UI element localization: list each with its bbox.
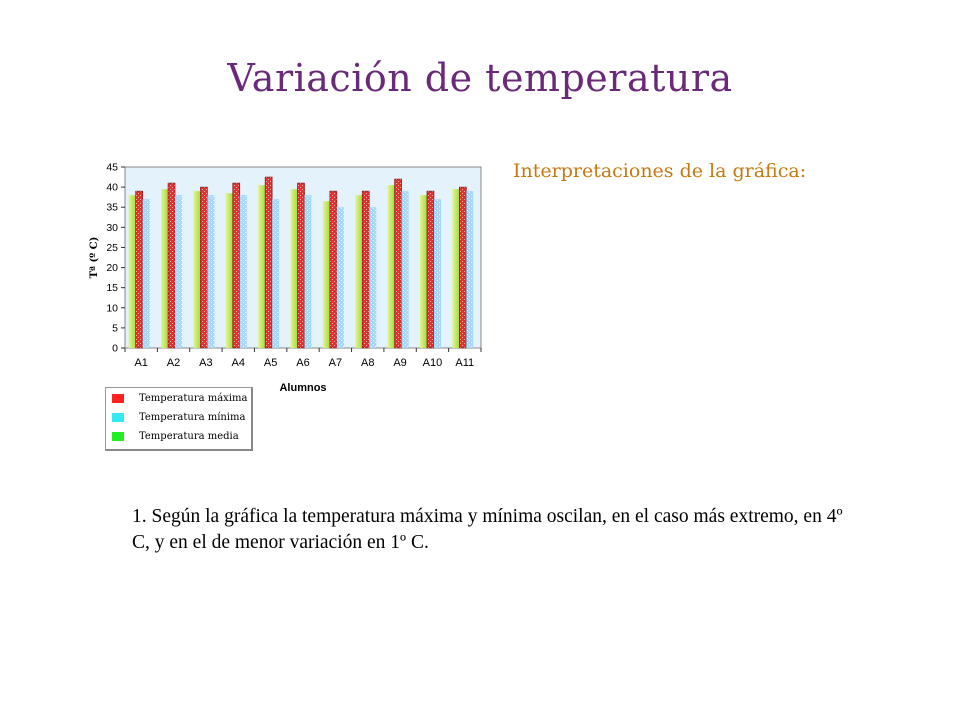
bar-min-A5 xyxy=(272,199,279,348)
chart-legend xyxy=(105,387,253,451)
y-tick-label: 15 xyxy=(106,282,118,295)
bar-mean-A8 xyxy=(355,195,362,348)
y-tick-label: 30 xyxy=(106,221,118,234)
legend-item-mean xyxy=(112,429,239,444)
x-tick-label-A1: A1 xyxy=(134,357,148,369)
x-tick-label-A4: A4 xyxy=(231,357,246,369)
y-tick-label: 20 xyxy=(106,262,118,275)
y-tick-label: 10 xyxy=(106,302,118,315)
bar-max-A4 xyxy=(233,183,240,348)
bar-max-A6 xyxy=(298,183,305,348)
bar-min-A1 xyxy=(143,199,150,348)
bar-mean-A7 xyxy=(323,201,330,348)
bar-min-A2 xyxy=(175,195,182,348)
bar-min-A3 xyxy=(207,195,214,348)
bar-max-A3 xyxy=(200,187,207,348)
x-tick-label-A8: A8 xyxy=(360,357,375,369)
legend-swatch-max xyxy=(112,394,124,403)
bar-max-A2 xyxy=(168,183,175,348)
bar-min-A6 xyxy=(305,195,312,348)
bar-mean-A10 xyxy=(420,195,427,348)
bar-mean-A4 xyxy=(226,193,233,348)
bar-max-A11 xyxy=(459,187,466,348)
legend-item-min xyxy=(112,410,246,425)
y-tick-label: 25 xyxy=(106,241,118,254)
x-tick-label-A5: A5 xyxy=(263,357,278,369)
legend-label-mean: Temperatura media xyxy=(139,431,239,442)
x-tick-label-A2: A2 xyxy=(166,357,181,369)
bar-min-A8 xyxy=(369,207,376,348)
x-tick-label-A3: A3 xyxy=(199,357,213,369)
x-tick-label-A9: A9 xyxy=(393,357,407,369)
legend-swatch-min xyxy=(112,413,124,422)
y-tick-label: 45 xyxy=(106,161,118,174)
bar-min-A4 xyxy=(240,195,247,348)
interpretation-note: 1. Según la gráfica la temperatura máxima y mínima oscilan, en el caso más extremo, en 4º C, y en el de menor variación en 1º C. xyxy=(132,506,843,553)
bar-mean-A2 xyxy=(161,189,168,348)
legend-item-max xyxy=(112,391,247,406)
x-tick-label-A6: A6 xyxy=(296,357,310,369)
bar-mean-A11 xyxy=(452,189,459,348)
bar-mean-A5 xyxy=(258,185,265,348)
x-tick-label-A10: A10 xyxy=(422,357,443,369)
x-axis-label: Alumnos xyxy=(279,382,327,394)
bar-max-A9 xyxy=(395,179,402,348)
y-tick-label: 5 xyxy=(112,322,118,335)
bar-mean-A3 xyxy=(193,191,200,348)
slide-subtitle: Interpretaciones de la gráfica: xyxy=(513,160,807,182)
bar-mean-A9 xyxy=(388,185,395,348)
x-tick-label-A7: A7 xyxy=(328,357,343,369)
bar-max-A7 xyxy=(330,191,337,348)
bar-mean-A1 xyxy=(129,195,136,348)
bar-min-A10 xyxy=(434,199,441,348)
x-tick-label-A11: A11 xyxy=(455,357,475,369)
bar-mean-A6 xyxy=(291,189,298,348)
y-tick-label: 35 xyxy=(106,201,118,214)
bar-min-A11 xyxy=(466,191,473,348)
bar-max-A10 xyxy=(427,191,434,348)
temperature-bar-chart xyxy=(80,155,500,405)
y-tick-label: 0 xyxy=(112,342,118,355)
bar-max-A8 xyxy=(362,191,369,348)
bar-min-A7 xyxy=(337,207,344,348)
legend-swatch-mean xyxy=(112,432,124,441)
y-axis-label: Tª (º C) xyxy=(89,236,100,279)
y-tick-label: 40 xyxy=(106,181,118,194)
slide-title: Variación de temperatura xyxy=(227,56,733,100)
legend-label-min: Temperatura mínima xyxy=(139,412,246,423)
bar-max-A1 xyxy=(136,191,143,348)
legend-label-max: Temperatura máxima xyxy=(139,393,248,404)
bar-max-A5 xyxy=(265,177,272,348)
bar-min-A9 xyxy=(402,191,409,348)
